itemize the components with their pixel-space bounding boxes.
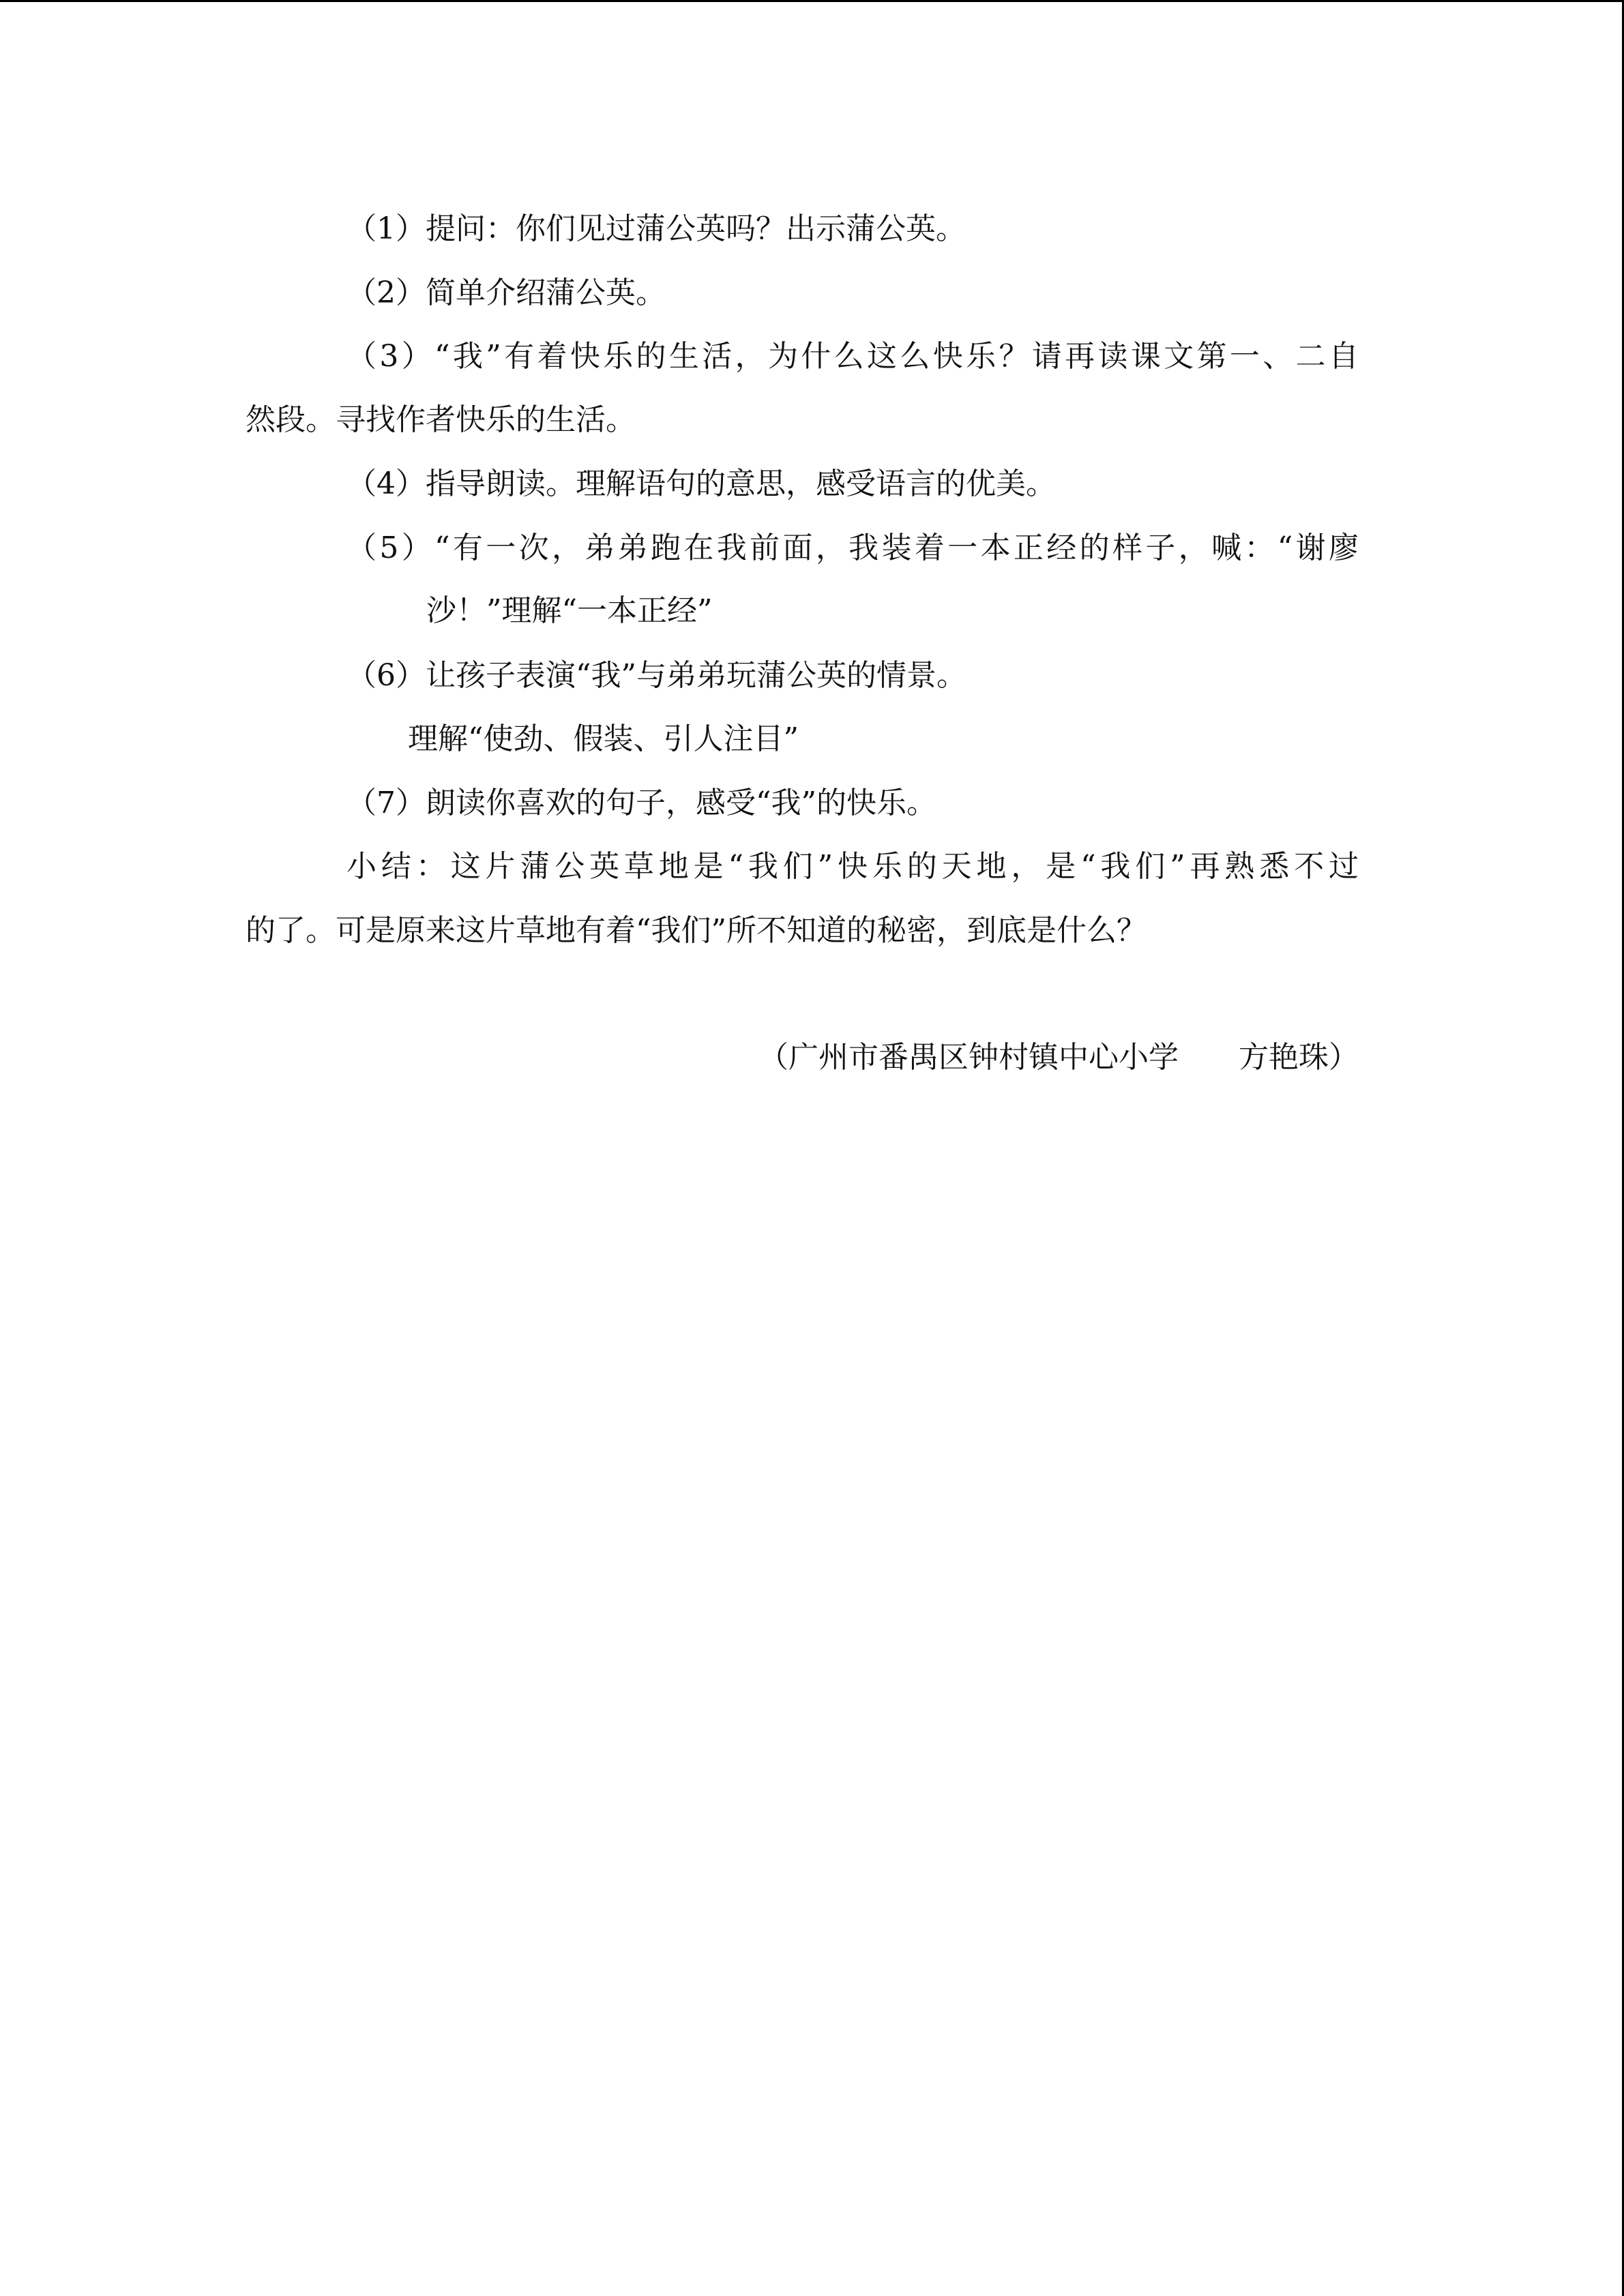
step-3-text-line-2: 然段。寻找作者快乐的生活。 bbox=[246, 402, 636, 437]
step-5-text-line-1: （5）“有一次，弟弟跑在我前面，我装着一本正经的样子，喊：“谢廖 bbox=[346, 531, 1359, 565]
step-3-text-line-1: （3）“我”有着快乐的生活，为什么这么快乐？请再读课文第一、二自 bbox=[346, 339, 1359, 374]
step-2-introduce: （2）简单介绍蒲公英。 bbox=[346, 275, 666, 310]
summary-line-2: 的了。可是原来这片草地有着“我们”所不知道的秘密，到底是什么？ bbox=[246, 913, 1147, 948]
author-attribution: （广州市番禺区钟村镇中心小学 方艳珠） bbox=[758, 1040, 1359, 1075]
summary-line-1: 小结：这片蒲公英草地是“我们”快乐的天地，是“我们”再熟悉不过 bbox=[346, 849, 1359, 884]
step-6-performance: （6）让孩子表演“我”与弟弟玩蒲公英的情景。 bbox=[346, 658, 966, 693]
step-4-reading: （4）指导朗读。理解语句的意思，感受语言的优美。 bbox=[346, 466, 1056, 501]
page-top-border bbox=[0, 0, 1624, 2]
step-1-question: （1）提问：你们见过蒲公英吗？出示蒲公英。 bbox=[346, 211, 966, 246]
step-5-text-line-2: 沙！”理解“一本正经” bbox=[426, 593, 713, 628]
step-7-reading: （7）朗读你喜欢的句子，感受“我”的快乐。 bbox=[346, 786, 936, 820]
step-6-understanding: 理解“使劲、假装、引人注目” bbox=[408, 721, 799, 756]
